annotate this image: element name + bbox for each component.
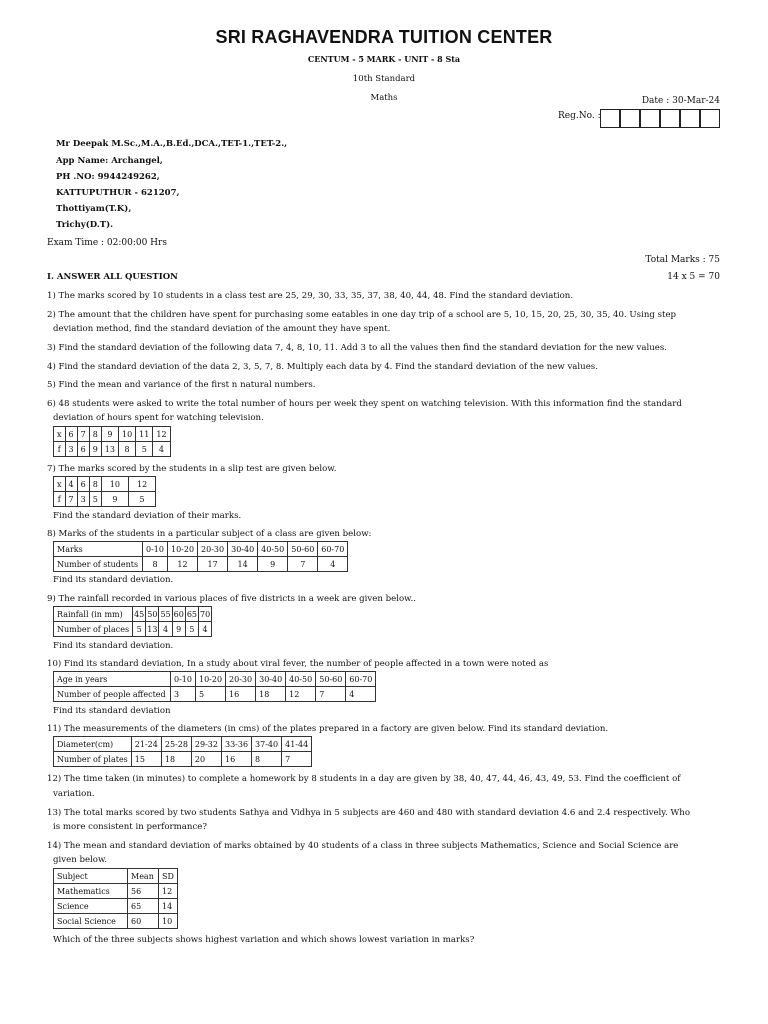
table-cell: 7	[65, 492, 77, 507]
question-7-cont: Find the standard deviation of their marks.	[53, 511, 242, 521]
table-q9	[53, 606, 212, 637]
table-cell: 4	[153, 442, 170, 457]
question-8-cont: Find its standard deviation.	[53, 575, 174, 585]
address-line: App Name: Archangel,	[56, 156, 163, 166]
table-cell: 12	[153, 427, 170, 442]
question-10-cont: Find its standard deviation	[53, 706, 171, 716]
table-row	[54, 542, 348, 557]
table-cell: 5	[128, 492, 155, 507]
question-14: 14) The mean and standard deviation of marks obtained by 40 students of a class in three subjects Mathematics, Science and Social Science are	[47, 841, 679, 851]
table-cell: 12	[167, 557, 197, 572]
table-cell: f	[54, 442, 66, 457]
table-cell: 10-20	[167, 542, 197, 557]
table-cell: Number of students	[54, 557, 143, 572]
table-cell: 17	[198, 557, 228, 572]
table-cell: 50-60	[288, 542, 318, 557]
table-cell: f	[54, 492, 66, 507]
table-cell: 8	[89, 477, 101, 492]
table-cell: 40-50	[286, 672, 316, 687]
table-cell: 7	[316, 687, 346, 702]
reg-no-box[interactable]	[680, 109, 700, 128]
table-cell: 7	[77, 427, 89, 442]
table-row	[54, 557, 348, 572]
table-cell: 10	[101, 477, 128, 492]
table-cell: 6	[77, 442, 89, 457]
table-cell: 4	[346, 687, 376, 702]
table-row	[54, 492, 156, 507]
table-cell: 20	[191, 752, 221, 767]
table-cell: x	[54, 427, 66, 442]
table-cell: 3	[171, 687, 196, 702]
table-row	[54, 477, 156, 492]
table-cell: 56	[128, 884, 159, 899]
table-cell: 21-24	[131, 737, 161, 752]
question-12: 12) The time taken (in minutes) to complete a homework by 8 students in a day are given by 38, 40, 47, 44, 46, 43, 49, 53. Find the coefficient of	[47, 774, 681, 784]
table-cell: 9	[258, 557, 288, 572]
table-cell: 65	[185, 607, 198, 622]
table-cell: 60	[128, 914, 159, 929]
table-cell: 16	[226, 687, 256, 702]
table-cell: 3	[65, 442, 77, 457]
table-cell: 4	[199, 622, 212, 637]
table-cell: 10-20	[195, 672, 225, 687]
section-heading: I. ANSWER ALL QUESTION	[47, 272, 178, 282]
table-cell: 20-30	[198, 542, 228, 557]
table-cell: 12	[159, 884, 178, 899]
table-cell: 16	[221, 752, 251, 767]
question-6: 6) 48 students were asked to write the total number of hours per week they spent on watching television. With this information find the standard	[47, 399, 682, 409]
table-cell: 8	[89, 427, 101, 442]
table-cell: 70	[199, 607, 212, 622]
table-cell: 9	[89, 442, 101, 457]
reg-no-box[interactable]	[700, 109, 720, 128]
table-row	[54, 672, 376, 687]
table-cell: 30-40	[256, 672, 286, 687]
total-marks: Total Marks : 75	[645, 255, 720, 265]
question-9-cont: Find its standard deviation.	[53, 641, 174, 651]
question-1: 1) The marks scored by 10 students in a class test are 25, 29, 30, 33, 35, 37, 38, 40, 44, 48. Find the standard deviation.	[47, 291, 574, 301]
table-cell: 4	[318, 557, 348, 572]
table-cell: 12	[286, 687, 316, 702]
table-row	[54, 899, 178, 914]
table-cell: 7	[288, 557, 318, 572]
document-subtitle: CENTUM - 5 MARK - UNIT - 8 Sta	[307, 54, 461, 64]
table-cell: 7	[282, 752, 312, 767]
table-cell: Rainfall (in mm)	[54, 607, 133, 622]
table-cell: x	[54, 477, 66, 492]
question-4: 4) Find the standard deviation of the data 2, 3, 5, 7, 8. Multiply each data by 4. Find the standard deviation of the new values.	[47, 362, 598, 372]
table-q14	[53, 868, 178, 929]
table-cell: 60-70	[318, 542, 348, 557]
table-cell: 5	[195, 687, 225, 702]
table-q6	[53, 426, 171, 457]
reg-no-box[interactable]	[620, 109, 640, 128]
table-cell: 18	[256, 687, 286, 702]
table-cell: 12	[128, 477, 155, 492]
table-cell: Social Science	[54, 914, 128, 929]
table-cell: 8	[252, 752, 282, 767]
standard-label: 10th Standard	[352, 74, 416, 84]
table-cell: 14	[159, 899, 178, 914]
reg-no-box[interactable]	[660, 109, 680, 128]
question-5: 5) Find the mean and variance of the first n natural numbers.	[47, 380, 316, 390]
table-q11	[53, 736, 312, 767]
table-cell: 18	[161, 752, 191, 767]
table-cell: 60	[172, 607, 185, 622]
table-cell: 65	[128, 899, 159, 914]
table-cell: 50-60	[316, 672, 346, 687]
table-cell: 9	[101, 492, 128, 507]
table-q7	[53, 476, 156, 507]
exam-date: Date : 30-Mar-24	[641, 96, 720, 106]
question-2-cont: deviation method, find the standard deviation of the amount they have spent.	[53, 324, 391, 334]
table-cell: 40-50	[258, 542, 288, 557]
table-cell: 9	[101, 427, 118, 442]
table-cell: 20-30	[226, 672, 256, 687]
table-row	[54, 737, 312, 752]
table-cell: 45	[133, 607, 146, 622]
table-cell: 10	[159, 914, 178, 929]
table-cell: 13	[101, 442, 118, 457]
table-cell: 41-44	[282, 737, 312, 752]
question-7: 7) The marks scored by the students in a slip test are given below.	[47, 464, 337, 474]
question-10: 10) Find its standard deviation, In a study about viral fever, the number of people affected in a town were noted as	[47, 659, 549, 669]
table-cell: Mean	[128, 869, 159, 884]
table-cell: SD	[159, 869, 178, 884]
table-q10	[53, 671, 376, 702]
document-title: SRI RAGHAVENDRA TUITION CENTER	[215, 27, 553, 47]
table-cell: 33-36	[221, 737, 251, 752]
table-cell: 25-28	[161, 737, 191, 752]
table-cell: 30-40	[228, 542, 258, 557]
question-9: 9) The rainfall recorded in various places of five districts in a week are given below..	[47, 594, 416, 604]
table-cell: 8	[118, 442, 135, 457]
table-cell: 0-10	[143, 542, 168, 557]
table-cell: Number of plates	[54, 752, 132, 767]
table-row	[54, 884, 178, 899]
table-q8	[53, 541, 348, 572]
table-cell: Diameter(cm)	[54, 737, 132, 752]
table-row	[54, 869, 178, 884]
question-14-final: Which of the three subjects shows highest variation and which shows lowest variation in marks?	[53, 935, 475, 945]
table-row	[54, 914, 178, 929]
table-row	[54, 442, 171, 457]
question-3: 3) Find the standard deviation of the following data 7, 4, 8, 10, 11. Add 3 to all the values then find the standard deviation for the new values.	[47, 343, 668, 353]
table-cell: 4	[159, 622, 172, 637]
table-cell: 29-32	[191, 737, 221, 752]
table-cell: 50	[146, 607, 159, 622]
question-11: 11) The measurements of the diameters (in cms) of the plates prepared in a factory are given below. Find its standard deviation.	[47, 724, 609, 734]
table-cell: 8	[143, 557, 168, 572]
table-row	[54, 427, 171, 442]
address-line: Trichy(D.T).	[56, 220, 114, 230]
exam-time: Exam Time : 02:00:00 Hrs	[47, 238, 167, 248]
address-line: Thottiyam(T.K),	[56, 204, 132, 214]
table-cell: 6	[77, 477, 89, 492]
table-cell: 13	[146, 622, 159, 637]
table-cell: 10	[118, 427, 135, 442]
table-cell: Subject	[54, 869, 128, 884]
address-line: KATTUPUTHUR - 621207,	[56, 188, 180, 198]
table-cell: 37-40	[252, 737, 282, 752]
reg-no-box[interactable]	[640, 109, 660, 128]
table-cell: Number of people affected	[54, 687, 171, 702]
table-cell: 5	[133, 622, 146, 637]
marks-calculation: 14 x 5 = 70	[667, 272, 720, 282]
question-2: 2) The amount that the children have spent for purchasing some eatables in one day trip of a school are 5, 10, 15, 20, 25, 30, 35, 40. Using step	[47, 310, 677, 320]
table-cell: Age in years	[54, 672, 171, 687]
table-row	[54, 687, 376, 702]
table-cell: 11	[136, 427, 153, 442]
question-13: 13) The total marks scored by two students Sathya and Vidhya in 5 subjects are 460 and 480 with standard deviation 4.6 and 2.4 respectively. Who	[47, 808, 691, 818]
table-row	[54, 607, 212, 622]
table-cell: 55	[159, 607, 172, 622]
table-cell: Science	[54, 899, 128, 914]
table-cell: 3	[77, 492, 89, 507]
table-cell: 5	[136, 442, 153, 457]
question-12-cont: variation.	[53, 789, 95, 799]
table-cell: Marks	[54, 542, 143, 557]
reg-no-label: Reg.No. :	[558, 111, 601, 121]
question-13-cont: is more consistent in performance?	[53, 822, 207, 832]
address-line: PH .NO: 9944249262,	[56, 172, 160, 182]
table-cell: 0-10	[171, 672, 196, 687]
table-cell: 5	[89, 492, 101, 507]
question-6-cont: deviation of hours spent for watching television.	[53, 413, 264, 423]
address-line: Mr Deepak M.Sc.,M.A.,B.Ed.,DCA.,TET-1.,TET-2.,	[56, 139, 288, 149]
table-cell: Mathematics	[54, 884, 128, 899]
table-cell: 60-70	[346, 672, 376, 687]
question-14-cont: given below.	[53, 855, 108, 865]
table-cell: 14	[228, 557, 258, 572]
table-row	[54, 752, 312, 767]
reg-no-box[interactable]	[600, 109, 620, 128]
table-row	[54, 622, 212, 637]
table-cell: 15	[131, 752, 161, 767]
table-cell: Number of places	[54, 622, 133, 637]
subject-label: Maths	[370, 93, 398, 103]
table-cell: 9	[172, 622, 185, 637]
table-cell: 5	[185, 622, 198, 637]
question-8: 8) Marks of the students in a particular subject of a class are given below:	[47, 529, 372, 539]
table-cell: 4	[65, 477, 77, 492]
table-cell: 6	[65, 427, 77, 442]
